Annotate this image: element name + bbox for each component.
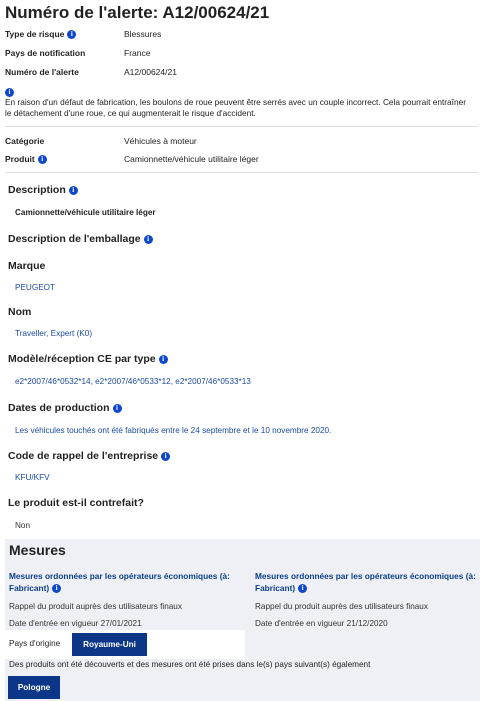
page-title: Numéro de l'alerte: A12/00624/21 <box>5 3 270 22</box>
detail-key: Catégorie <box>5 136 45 146</box>
info-circle-icon[interactable]: i <box>144 235 153 244</box>
origin-country-button[interactable]: Royaume-Uni <box>72 633 147 656</box>
measures-title: Mesures <box>9 542 66 558</box>
section-brand-value: PEUGEOT <box>15 283 56 292</box>
measure-action: Rappel du produit auprès des utilisateurs finaux <box>9 602 182 611</box>
detail-key: Type de risque <box>5 29 65 39</box>
origin-country-label: Pays d'origine <box>9 639 61 648</box>
also-found-text: Des produits ont été découverts et des mesures ont été prises dans le(s) pays suivant(s) également <box>9 660 371 669</box>
measure-title: Mesures ordonnées par les opérateurs économiques (à: Fabricant) i <box>9 571 230 593</box>
info-circle-icon[interactable]: i <box>161 452 170 461</box>
section-brand-heading: Marque <box>8 260 46 272</box>
measures-panel <box>5 539 480 701</box>
section-name-value: Traveller, Expert (K0) <box>15 329 93 338</box>
detail-key: Produit <box>5 154 35 164</box>
section-description-value: Camionnette/véhicule utilitaire léger <box>15 208 156 217</box>
risk-description: En raison d'un défaut de fabrication, les boulons de roue peuvent être serrés avec un couple incorrect. Cela pourrait entraîner le détachement d'une roue, ce qui augmenterait le risque d'accident. <box>5 97 466 118</box>
also-found-country-button[interactable]: Pologne <box>8 676 60 699</box>
detail-value: Véhicules à moteur <box>124 136 197 146</box>
info-circle-icon[interactable]: i <box>298 584 307 593</box>
measure-column <box>9 570 244 628</box>
section-production-value: Les véhicules touchés ont été fabriqués entre le 24 septembre et le 10 novembre 2020. <box>15 426 332 435</box>
info-circle-icon[interactable]: i <box>38 155 47 164</box>
info-circle-icon[interactable]: i <box>5 88 14 97</box>
info-circle-icon[interactable]: i <box>67 30 76 39</box>
detail-value: Blessures <box>124 29 162 39</box>
divider <box>5 126 478 127</box>
detail-value: France <box>124 48 151 58</box>
section-counterfeit-heading: Le produit est-il contrefait? <box>8 497 144 509</box>
section-model-heading: Modèle/réception CE par type i <box>8 353 168 365</box>
section-counterfeit-value: Non <box>15 521 31 530</box>
section-description-heading: Description i <box>8 184 78 196</box>
info-circle-icon[interactable]: i <box>113 404 122 413</box>
info-circle-icon[interactable]: i <box>69 186 78 195</box>
detail-key: Numéro de l'alerte <box>5 67 79 77</box>
info-circle-icon[interactable]: i <box>52 584 61 593</box>
measure-action: Rappel du produit auprès des utilisateurs finaux <box>255 602 428 611</box>
section-recall-code-heading: Code de rappel de l'entreprise i <box>8 450 170 462</box>
section-recall-code-value: KFU/KFV <box>15 473 50 482</box>
detail-value: Camionnette/véhicule utilitaire léger <box>124 154 259 164</box>
divider <box>5 172 478 173</box>
section-model-value: e2*2007/46*0532*14, e2*2007/46*0533*12, e2*2007/46*0533*13 <box>15 377 251 386</box>
origin-country-box <box>5 630 245 659</box>
measure-date: Date d'entrée en vigueur 21/12/2020 <box>255 619 388 628</box>
measure-column <box>255 570 480 628</box>
detail-key: Pays de notification <box>5 48 86 58</box>
info-circle-icon[interactable]: i <box>159 355 168 364</box>
measure-title: Mesures ordonnées par les opérateurs économiques (à: Fabricant) i <box>255 571 476 593</box>
detail-value: A12/00624/21 <box>124 67 177 77</box>
section-production-heading: Dates de production i <box>8 402 122 414</box>
section-name-heading: Nom <box>8 306 32 318</box>
section-packaging-heading: Description de l'emballage i <box>8 233 153 245</box>
measure-date: Date d'entrée en vigueur 27/01/2021 <box>9 619 142 628</box>
